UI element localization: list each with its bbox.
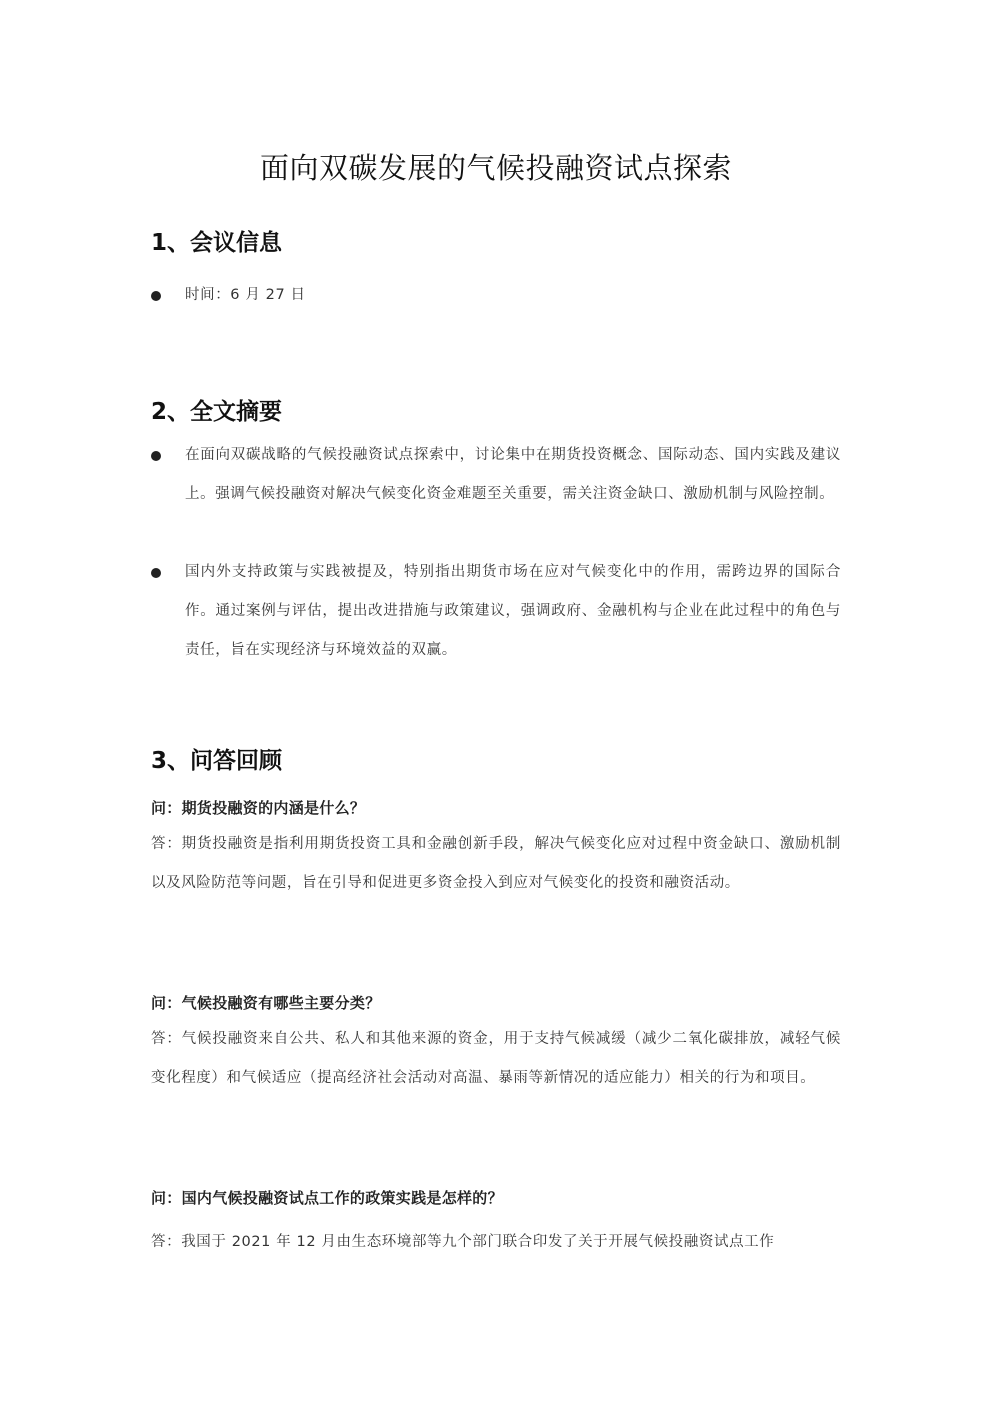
bullet-icon — [151, 568, 161, 578]
qa-answer: 答：期货投融资是指利用期货投资工具和金融创新手段，解决气候变化应对过程中资金缺口、激励机制以及风险防范等问题，旨在引导和促进更多资金投入到应对气候变化的投资和融资活动。 — [151, 836, 841, 891]
summary-paragraph: 在面向双碳战略的气候投融资试点探索中，讨论集中在期货投资概念、国际动态、国内实践及建议上。强调气候投融资对解决气候变化资金难题至关重要，需关注资金缺口、激励机制与风险控制。 — [185, 447, 841, 502]
section-heading-summary: 2、全文摘要 — [151, 399, 283, 425]
qa-question: 问：国内气候投融资试点工作的政策实践是怎样的？ — [151, 1189, 503, 1207]
document-title: 面向双碳发展的气候投融资试点探索 — [259, 151, 732, 185]
meeting-time: 时间：6 月 27 日 — [185, 287, 306, 303]
list-item — [151, 436, 841, 514]
bullet-icon — [151, 291, 161, 301]
qa-answer: 答：我国于 2021 年 12 月由生态环境部等九个部门联合印发了关于开展气候投融资试点工作 — [151, 1234, 775, 1250]
bullet-icon — [151, 451, 161, 461]
section-heading-qa: 3、问答回顾 — [151, 748, 283, 774]
qa-answer: 答：气候投融资来自公共、私人和其他来源的资金，用于支持气候减缓（减少二氧化碳排放，减轻气候变化程度）和气候适应（提高经济社会活动对高温、暴雨等新情况的适应能力）相关的行为和项目。 — [151, 1031, 841, 1086]
list-item — [151, 276, 841, 315]
section-heading-meeting-info: 1、会议信息 — [151, 230, 283, 256]
qa-question: 问：期货投融资的内涵是什么？ — [151, 799, 366, 817]
list-item — [151, 553, 841, 670]
qa-question: 问：气候投融资有哪些主要分类？ — [151, 994, 381, 1012]
summary-paragraph: 国内外支持政策与实践被提及，特别指出期货市场在应对气候变化中的作用，需跨边界的国际合作。通过案例与评估，提出改进措施与政策建议，强调政府、金融机构与企业在此过程中的角色与责任，旨在实现经济与环境效益的双赢。 — [185, 564, 841, 658]
